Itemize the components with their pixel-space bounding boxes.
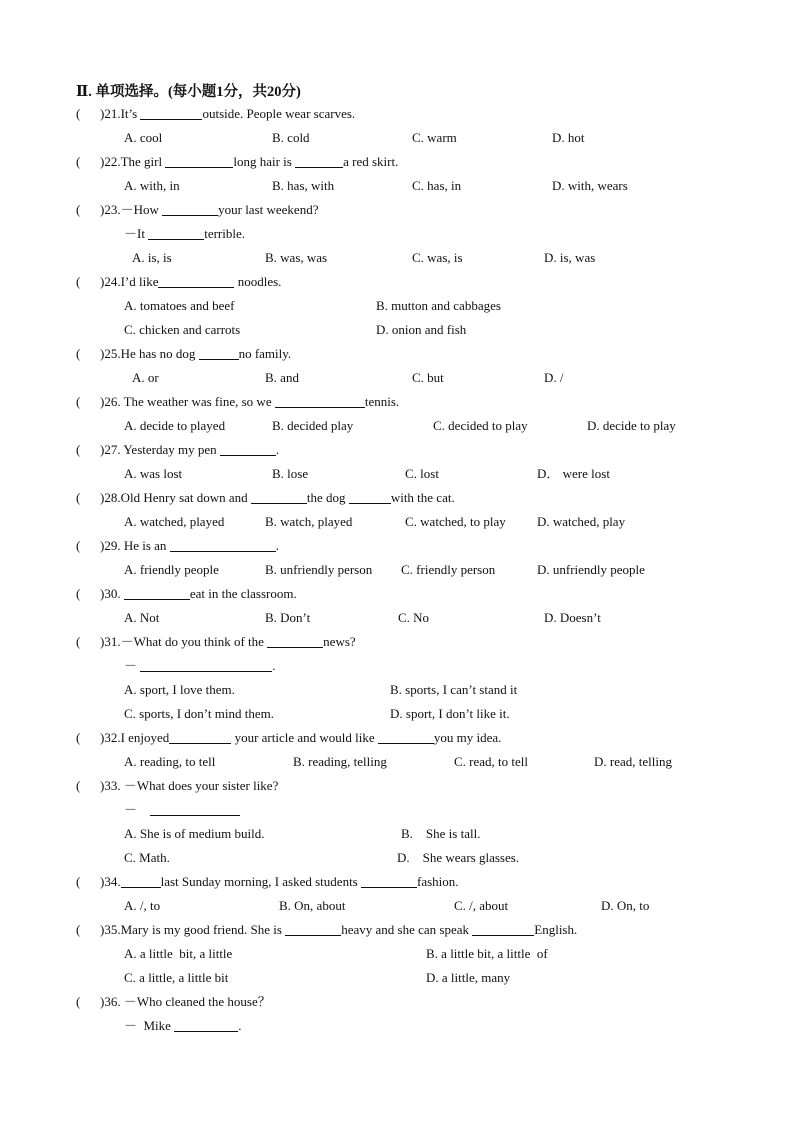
answer-paren: ( [76, 490, 81, 505]
answer-blank [150, 801, 240, 816]
question-31 [0, 632, 794, 652]
options-34 [0, 896, 794, 916]
option-d: D. watched, play [537, 514, 626, 529]
option-a: A. decide to played [124, 418, 226, 433]
answer-blank [472, 921, 534, 936]
stem-text: )29. He is an [100, 538, 170, 553]
option-b: B. lose [272, 466, 309, 481]
option-b: B. cold [272, 130, 310, 145]
answer-blank [275, 393, 365, 408]
answer-paren: ( [76, 994, 81, 1009]
option-c: C. Math. [124, 850, 170, 865]
stem-text: noodles. [234, 274, 282, 289]
stem-text: tennis. [364, 394, 400, 409]
option-b: B. sports, I can’t stand it [390, 682, 518, 697]
stem-text: . [238, 1018, 242, 1033]
stem-text: )21.It’s [100, 106, 141, 121]
stem-text: your last weekend? [218, 202, 319, 217]
question-stem [100, 104, 355, 124]
stem-text: the dog [306, 490, 349, 505]
option-c: C. /, about [454, 898, 509, 913]
answer-paren: ( [76, 202, 81, 217]
stem-text: )23.－How [100, 202, 163, 217]
question-stem: )36. －Who cleaned the house？ [100, 994, 271, 1009]
question-stem [100, 488, 455, 508]
question-stem [100, 584, 297, 604]
options-28 [0, 512, 794, 532]
answer-blank [174, 1017, 238, 1032]
option-a: A. friendly people [124, 562, 219, 577]
option-b: B. decided play [272, 418, 354, 433]
stem-text: eat in the classroom. [189, 586, 297, 601]
option-d: D. Doesn’t [544, 610, 601, 625]
option-d: D. / [544, 370, 564, 385]
options-35-row-1 [0, 944, 794, 964]
option-c: C. chicken and carrots [124, 322, 241, 337]
answer-blank [295, 153, 343, 168]
options-25 [0, 368, 794, 388]
question-stem [100, 440, 279, 460]
question-21 [0, 104, 794, 124]
options-31-row-2 [0, 704, 794, 724]
options-33-row-2 [0, 848, 794, 868]
option-c: C. warm [412, 130, 457, 145]
option-a: A. a little bit, a little [124, 946, 233, 961]
answer-paren: ( [76, 778, 81, 793]
answer-paren: ( [76, 274, 81, 289]
stem-text: with the cat. [390, 490, 455, 505]
stem-text: )27. Yesterday my pen [100, 442, 220, 457]
answer-paren: ( [76, 394, 81, 409]
question-27 [0, 440, 794, 460]
stem-text: )24.I’d like [100, 274, 159, 289]
question-stem [100, 536, 279, 556]
option-b: B. mutton and cabbages [376, 298, 501, 313]
dialogue-line [124, 1016, 241, 1036]
option-c: C. but [412, 370, 444, 385]
option-c: C. lost [405, 466, 439, 481]
option-c: C. was, is [412, 250, 463, 265]
options-24-row-1 [0, 296, 794, 316]
answer-blank [148, 225, 204, 240]
answer-blank [121, 873, 161, 888]
options-32 [0, 752, 794, 772]
options-33-row-1 [0, 824, 794, 844]
option-c: C. a little, a little bit [124, 970, 229, 985]
option-a: A. tomatoes and beef [124, 298, 235, 313]
stem-text: － [124, 658, 138, 673]
option-a: A. reading, to tell [124, 754, 216, 769]
question-23 [0, 200, 794, 220]
question-stem [100, 728, 501, 748]
stem-text: －It [124, 226, 149, 241]
question-29 [0, 536, 794, 556]
dialogue-line [124, 224, 245, 244]
stem-text: . [275, 442, 280, 457]
option-c: C. No [398, 610, 430, 625]
option-d: D. read, telling [594, 754, 672, 769]
option-d: D. decide to play [587, 418, 676, 433]
options-22 [0, 176, 794, 196]
option-d: D. sport, I don’t like it. [390, 706, 510, 721]
options-26 [0, 416, 794, 436]
answer-blank [251, 489, 307, 504]
stem-text: )22.The girl [100, 154, 166, 169]
option-c: C. watched, to play [405, 514, 506, 529]
option-d: D． were lost [537, 466, 610, 481]
option-a: A. was lost [124, 466, 183, 481]
stem-text: long hair is [233, 154, 296, 169]
answer-blank [220, 441, 276, 456]
question-33 [0, 776, 794, 796]
option-c: C. decided to play [433, 418, 528, 433]
question-34 [0, 872, 794, 892]
question-stem [100, 872, 459, 892]
question-26 [0, 392, 794, 412]
question-33-line-2 [0, 800, 794, 820]
answer-blank [170, 537, 276, 552]
option-b: B. has, with [272, 178, 335, 193]
answer-blank [378, 729, 434, 744]
stem-text: your article and would like [231, 730, 378, 745]
question-stem [100, 272, 281, 292]
options-30 [0, 608, 794, 628]
option-d: D. a little, many [426, 970, 511, 985]
stem-text: news? [323, 634, 356, 649]
section-title: Ⅱ. 单项选择。(每小题1分，共20分) [76, 84, 301, 100]
answer-blank [140, 657, 272, 672]
option-c: C. has, in [412, 178, 462, 193]
answer-blank [158, 273, 234, 288]
question-36-line-2 [0, 1016, 794, 1036]
option-b: B. was, was [265, 250, 328, 265]
question-stem [100, 200, 318, 220]
option-a: A. watched, played [124, 514, 225, 529]
stem-text: a red skirt. [343, 154, 399, 169]
answer-paren: ( [76, 106, 81, 121]
option-a: A. She is of medium build. [124, 826, 265, 841]
stem-text: terrible. [204, 226, 245, 241]
dialogue-line [124, 800, 240, 820]
options-27 [0, 464, 794, 484]
dialogue-line [124, 656, 276, 676]
answer-paren: ( [76, 874, 81, 889]
answer-blank [199, 345, 239, 360]
answer-blank [124, 585, 190, 600]
stem-text: － Mike [124, 1018, 175, 1033]
answer-paren: ( [76, 346, 81, 361]
option-a: A. is, is [132, 250, 172, 265]
option-b: B. On, about [279, 898, 346, 913]
option-b: B. Don’t [265, 610, 311, 625]
options-31-row-1 [0, 680, 794, 700]
option-b: B. a little bit, a little of [426, 946, 548, 961]
answer-paren: ( [76, 922, 81, 937]
stem-text: )26. The weather was fine, so we [100, 394, 275, 409]
question-23-line-2 [0, 224, 794, 244]
option-d: D. onion and fish [376, 322, 467, 337]
stem-text: )31.－What do you think of the [100, 634, 268, 649]
stem-text: )25.He has no dog [100, 346, 199, 361]
option-c: C. sports, I don’t mind them. [124, 706, 274, 721]
answer-blank [361, 873, 417, 888]
question-31-line-2 [0, 656, 794, 676]
option-b: B. reading, telling [293, 754, 387, 769]
stem-text: fashion. [417, 874, 459, 889]
answer-blank [140, 105, 202, 120]
option-a: A. with, in [124, 178, 180, 193]
option-b: B. watch, played [265, 514, 353, 529]
option-a: A. cool [124, 130, 163, 145]
answer-blank [349, 489, 391, 504]
stem-text: )34. [100, 874, 121, 889]
stem-text: － [124, 802, 138, 817]
option-c: C. read, to tell [454, 754, 529, 769]
answer-paren: ( [76, 586, 81, 601]
answer-paren: ( [76, 538, 81, 553]
question-stem [100, 392, 399, 412]
option-d: D. On, to [601, 898, 650, 913]
option-d: D. She wears glasses. [397, 850, 520, 865]
stem-text: )35.Mary is my good friend. She is [100, 922, 286, 937]
question-stem: )33. －What does your sister like? [100, 778, 279, 793]
question-28 [0, 488, 794, 508]
answer-blank [169, 729, 231, 744]
option-a: A. or [132, 370, 159, 385]
option-a: A. sport, I love them. [124, 682, 235, 697]
option-a: A. Not [124, 610, 160, 625]
answer-paren: ( [76, 442, 81, 457]
question-25 [0, 344, 794, 364]
stem-text: outside. People wear scarves. [202, 106, 356, 121]
option-b: B. unfriendly person [265, 562, 373, 577]
stem-text: heavy and she can speak [341, 922, 473, 937]
answer-blank [162, 201, 218, 216]
stem-text: . [275, 538, 279, 553]
answer-paren: ( [76, 154, 81, 169]
answer-blank [285, 921, 341, 936]
stem-text: )28.Old Henry sat down and [100, 490, 251, 505]
options-24-row-2 [0, 320, 794, 340]
stem-text: you my idea. [433, 730, 502, 745]
question-30 [0, 584, 794, 604]
option-d: D. hot [552, 130, 585, 145]
options-29 [0, 560, 794, 580]
option-b: B. She is tall. [401, 826, 481, 841]
question-stem [100, 344, 291, 364]
question-24 [0, 272, 794, 292]
question-stem [100, 632, 356, 652]
option-d: D. with, wears [552, 178, 628, 193]
option-c: C. friendly person [401, 562, 496, 577]
answer-blank [165, 153, 233, 168]
option-b: B. and [265, 370, 299, 385]
stem-text: . [272, 658, 276, 673]
options-23 [0, 248, 794, 268]
option-d: D. is, was [544, 250, 596, 265]
question-22 [0, 152, 794, 172]
option-d: D. unfriendly people [537, 562, 645, 577]
stem-text: )32.I enjoyed [100, 730, 170, 745]
options-21 [0, 128, 794, 148]
answer-paren: ( [76, 730, 81, 745]
stem-text: last Sunday morning, I asked students [160, 874, 361, 889]
answer-paren: ( [76, 634, 81, 649]
stem-text: )30. [100, 586, 124, 601]
question-stem [100, 152, 398, 172]
question-35 [0, 920, 794, 940]
stem-text: no family. [238, 346, 292, 361]
options-35-row-2 [0, 968, 794, 988]
stem-text: English. [534, 922, 578, 937]
question-32 [0, 728, 794, 748]
option-a: A. /, to [124, 898, 161, 913]
question-stem [100, 920, 577, 940]
answer-blank [267, 633, 323, 648]
question-36 [0, 992, 794, 1012]
